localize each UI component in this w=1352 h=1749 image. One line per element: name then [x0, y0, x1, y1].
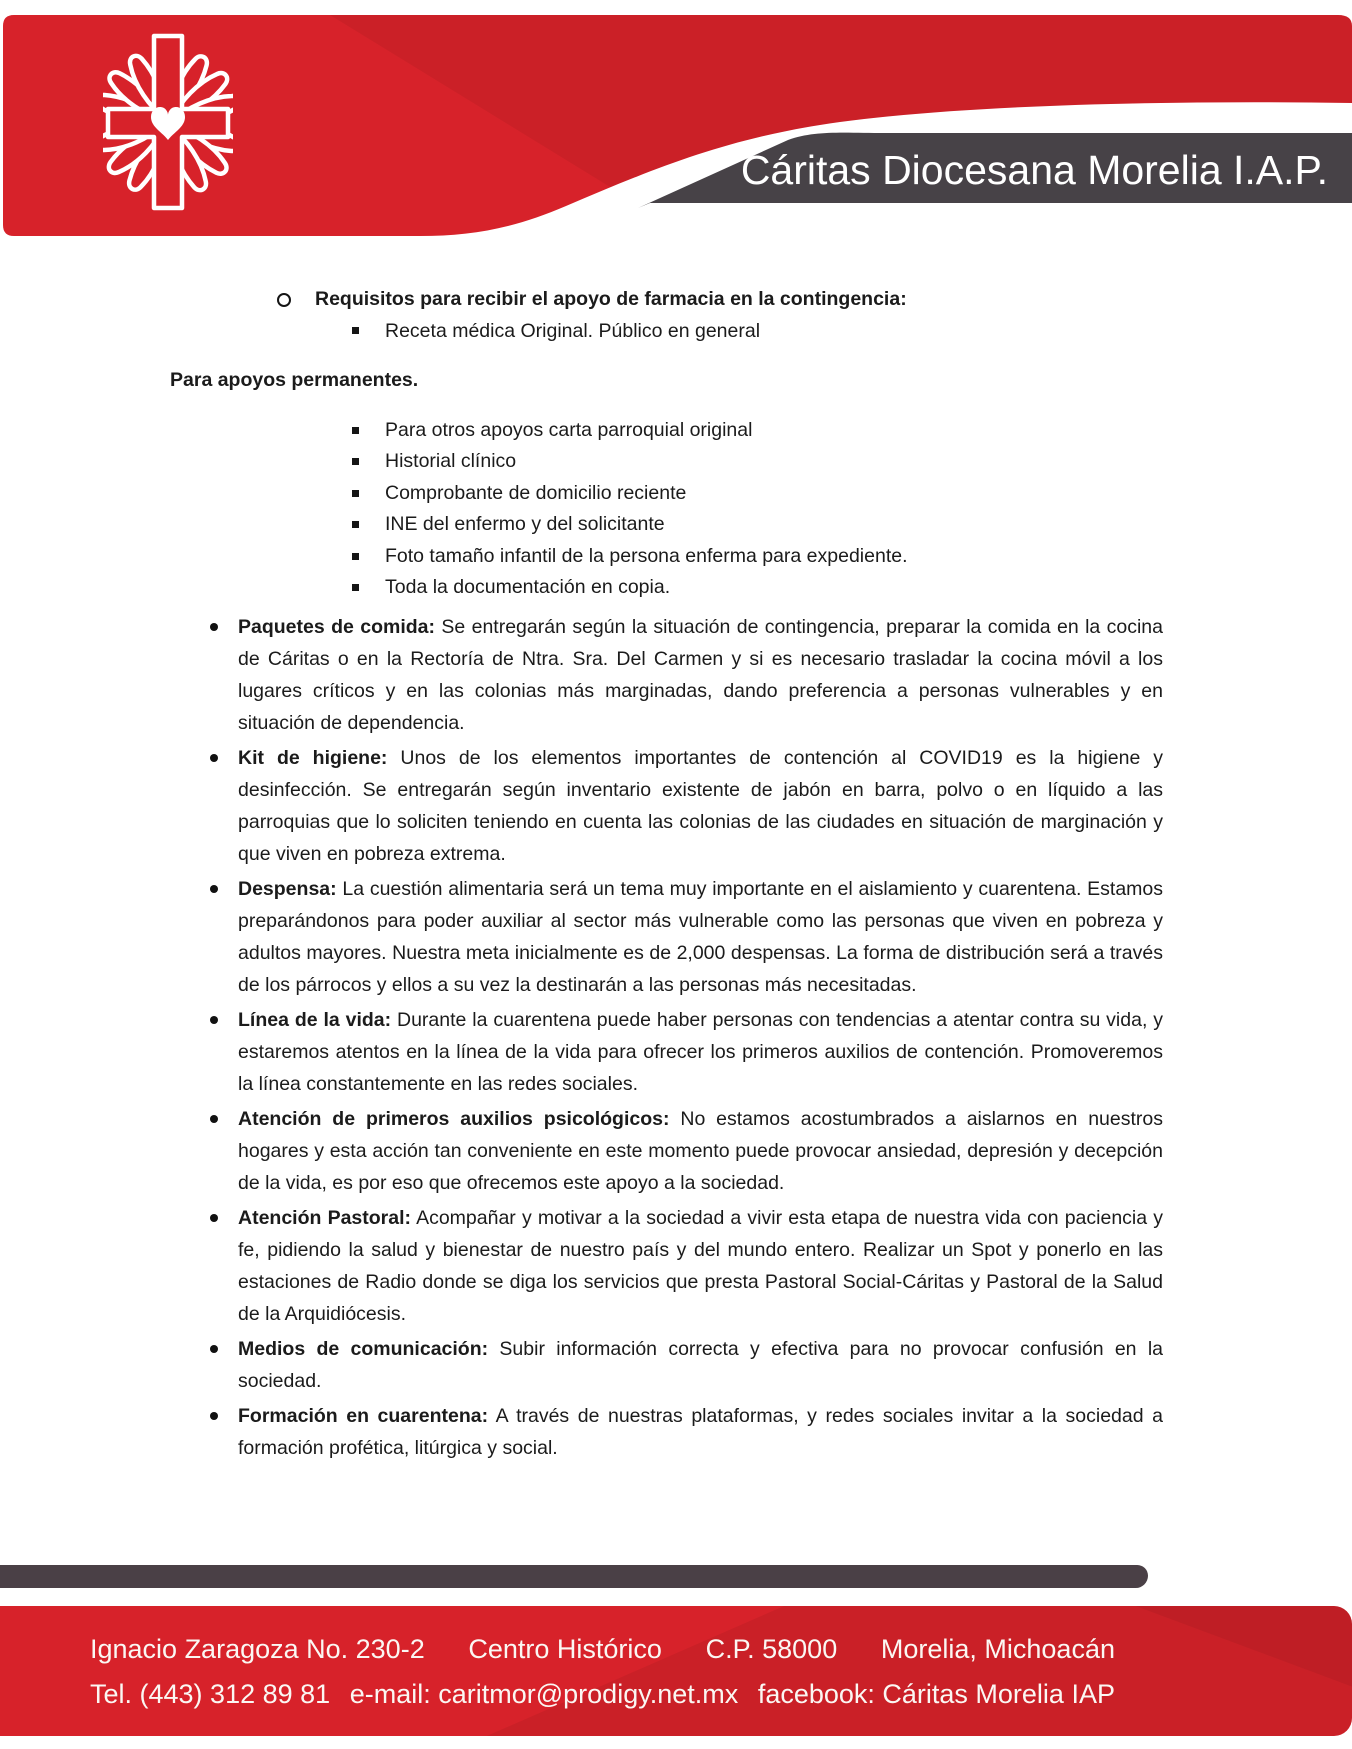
- footer-address: Ignacio Zaragoza No. 230-2: [90, 1634, 425, 1664]
- list-item: Comprobante de domicilio reciente: [352, 478, 1352, 509]
- org-name: Cáritas Diocesana Morelia I.A.P.: [740, 147, 1328, 193]
- topic-item: Kit de higiene: Unos de los elementos importantes de contención al COVID19 es la higiene y desinfección. Se entregarán según inventario existente de jabón en barra, polvo o en líquido a las parroquias que lo soliciten teniendo en cuenta las colonias de las ciudades en situación de marginación y que viven en pobreza extrema.: [238, 742, 1163, 870]
- pharmacy-heading: Requisitos para recibir el apoyo de farmacia en la contingencia:: [315, 288, 907, 310]
- topic-item: Medios de comunicación: Subir información correcta y efectiva para no provocar confusión en la sociedad.: [238, 1333, 1163, 1397]
- footer-facebook: facebook: Cáritas Morelia IAP: [757, 1679, 1115, 1709]
- document-body: [0, 283, 1352, 1467]
- list-item: Toda la documentación en copia.: [352, 572, 1352, 603]
- pharmacy-item: Receta médica Original. Público en general: [385, 320, 761, 342]
- footer-row-contact: [90, 1672, 1115, 1717]
- footer-phone: Tel. (443) 312 89 81: [90, 1679, 331, 1709]
- pharmacy-heading-row: [277, 283, 1352, 315]
- footer-row-address: [90, 1627, 1115, 1672]
- dot-bullet-icon: [210, 1214, 218, 1222]
- list-item: Historial clínico: [352, 446, 1352, 477]
- footer: [0, 1606, 1352, 1736]
- permanent-support-heading: Para apoyos permanentes.: [170, 369, 419, 391]
- requirements-list: [0, 415, 1352, 603]
- topic-item: Atención de primeros auxilios psicológicos: No estamos acostumbrados a aislarnos en nuestros hogares y esta acción tan conveniente en este momento puede provocar ansiedad, depresión y decepción de la vida, es por eso que ofrecemos este apoyo a la sociedad.: [238, 1103, 1163, 1199]
- footer-contact: [90, 1606, 1115, 1736]
- list-item: INE del enfermo y del solicitante: [352, 509, 1352, 540]
- footer-divider-bar: [0, 1565, 1148, 1588]
- square-bullet-icon: [352, 427, 359, 434]
- list-item: Para otros apoyos carta parroquial original: [352, 415, 1352, 446]
- square-bullet-icon: [352, 521, 359, 528]
- square-bullet-icon: [352, 553, 359, 560]
- dot-bullet-icon: [210, 1345, 218, 1353]
- dot-bullet-icon: [210, 754, 218, 762]
- dot-bullet-icon: [210, 1115, 218, 1123]
- footer-district: Centro Histórico: [468, 1634, 662, 1664]
- dot-bullet-icon: [210, 623, 218, 631]
- footer-city: Morelia, Michoacán: [880, 1634, 1115, 1664]
- topics-list: [0, 611, 1352, 1464]
- circle-bullet-icon: [277, 293, 291, 307]
- topic-item: Formación en cuarentena: A través de nuestras plataformas, y redes sociales invitar a la sociedad a formación profética, litúrgica y social.: [238, 1400, 1163, 1464]
- list-item: Foto tamaño infantil de la persona enferma para expediente.: [352, 541, 1352, 572]
- square-bullet-icon: [352, 327, 359, 334]
- dot-bullet-icon: [210, 885, 218, 893]
- footer-email: e-mail: caritmor@prodigy.net.mx: [349, 1679, 739, 1709]
- dot-bullet-icon: [210, 1016, 218, 1024]
- square-bullet-icon: [352, 490, 359, 497]
- header-banner: [0, 0, 1352, 252]
- footer-postal-code: C.P. 58000: [705, 1634, 838, 1664]
- square-bullet-icon: [352, 584, 359, 591]
- topic-item: Línea de la vida: Durante la cuarentena puede haber personas con tendencias a atentar contra su vida, y estaremos atentos en la línea de la vida para ofrecer los primeros auxilios de contención. Promoveremos la línea constantemente en las redes sociales.: [238, 1004, 1163, 1100]
- square-bullet-icon: [352, 458, 359, 465]
- topic-item: Atención Pastoral: Acompañar y motivar a la sociedad a vivir esta etapa de nuestra vida con paciencia y fe, pidiendo la salud y bienestar de nuestro país y del mundo entero. Realizar un Spot y ponerlo en las estaciones de Radio donde se diga los servicios que presta Pastoral Social-Cáritas y Pastoral de la Salud de la Arquidiócesis.: [238, 1202, 1163, 1330]
- pharmacy-item-row: [352, 315, 1352, 347]
- topic-item: Paquetes de comida: Se entregarán según la situación de contingencia, preparar la comida en la cocina de Cáritas o en la Rectoría de Ntra. Sra. Del Carmen y si es necesario trasladar la cocina móvil a los lugares críticos y en las colonias más marginadas, dando preferencia a personas vulnerables y en situación de dependencia.: [238, 611, 1163, 739]
- dot-bullet-icon: [210, 1412, 218, 1420]
- topic-item: Despensa: La cuestión alimentaria será un tema muy importante en el aislamiento y cuarentena. Estamos preparándonos para poder auxiliar al sector más vulnerable como las personas que viven en pobreza y adultos mayores. Nuestra meta inicialmente es de 2,000 despensas. La forma de distribución será a través de los párrocos y ellos a su vez la destinarán a las personas más necesitadas.: [238, 873, 1163, 1001]
